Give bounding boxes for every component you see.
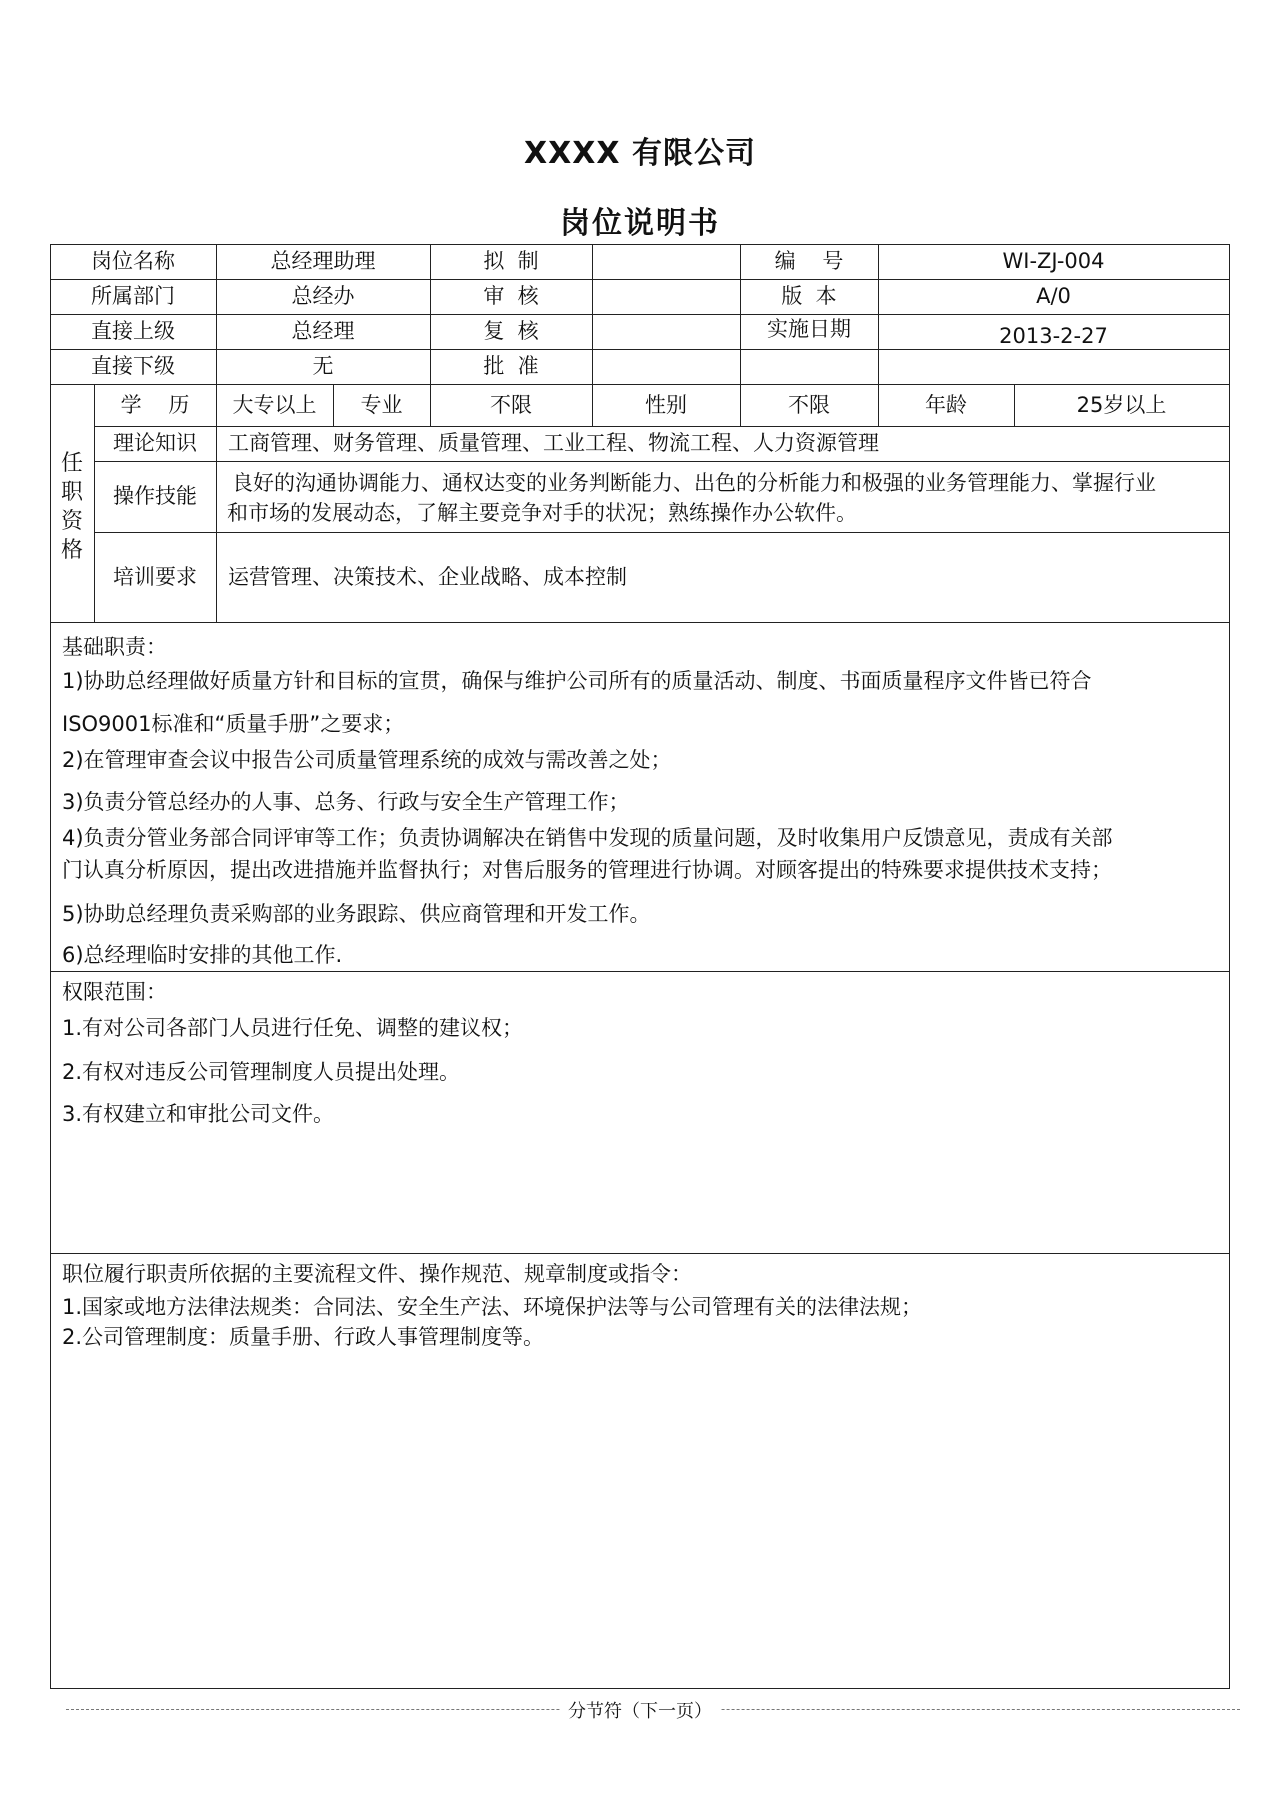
knowledge-value: 工商管理、财务管理、质量管理、工业工程、物流工程、人力资源管理 <box>228 431 879 456</box>
drafted-by-label: 拟 制 <box>483 249 539 274</box>
duty-item-5: 5)协助总经理负责采购部的业务跟踪、供应商管理和开发工作。 <box>62 902 651 926</box>
duty-item-1-line-1: 1)协助总经理做好质量方针和目标的宣贯，确保与维护公司所有的质量活动、制度、书面质量程序文件皆已符合 <box>62 669 1092 693</box>
duty-item-6: 6)总经理临时安排的其他工作. <box>62 943 343 967</box>
reference-item-1: 1.国家或地方法律法规类：合同法、安全生产法、环境保护法等与公司管理有关的法律法规； <box>62 1295 923 1319</box>
position-name-value: 总经理助理 <box>270 249 376 274</box>
knowledge-label: 理论知识 <box>113 431 197 456</box>
department-label: 所属部门 <box>91 284 175 309</box>
approved-by-label: 批 准 <box>483 354 539 379</box>
duty-item-1-line-2: ISO9001标准和“质量手册”之要求； <box>62 712 405 736</box>
skills-line-1: 良好的沟通协调能力、通权达变的业务判断能力、出色的分析能力和极强的业务管理能力、掌握行业 <box>232 471 1156 495</box>
duty-item-3: 3)负责分管总经办的人事、总务、行政与安全生产管理工作； <box>62 790 630 814</box>
training-value: 运营管理、决策技术、企业战略、成本控制 <box>228 564 627 589</box>
authority-heading: 权限范围： <box>62 980 167 1004</box>
company-name: XXXX 有限公司 <box>524 136 756 171</box>
supervisor-value: 总经理 <box>291 319 355 344</box>
reviewed-by-label: 审 核 <box>483 284 539 309</box>
qualifications-section-label: 任 职 资 格 <box>60 451 83 563</box>
training-label: 培训要求 <box>113 564 197 589</box>
reviewed-by-value <box>592 280 740 314</box>
doc-code-value: WI-ZJ-004 <box>1002 249 1105 274</box>
effective-date-value: 2013-2-27 <box>999 324 1108 349</box>
version-value: A/0 <box>1036 284 1071 309</box>
doc-code-label: 编 号 <box>774 249 844 274</box>
authority-item-2: 2.有权对违反公司管理制度人员提出处理。 <box>62 1060 461 1084</box>
duty-item-4-line-1: 4)负责分管业务部合同评审等工作；负责协调解决在销售中发现的质量问题，及时收集用户反馈意见，责成有关部 <box>62 826 1113 850</box>
duties-heading: 基础职责： <box>62 635 167 659</box>
education-label: 学 历 <box>120 392 190 417</box>
authority-item-1: 1.有对公司各部门人员进行任免、调整的建议权； <box>62 1016 524 1040</box>
gender-label: 性别 <box>645 392 687 417</box>
drafted-by-value <box>592 245 740 279</box>
department-value: 总经办 <box>291 284 355 309</box>
references-heading: 职位履行职责所依据的主要流程文件、操作规范、规章制度或指令： <box>62 1262 692 1286</box>
subordinate-value: 无 <box>312 354 334 379</box>
age-value: 25岁以上 <box>1076 392 1167 417</box>
reference-item-2: 2.公司管理制度：质量手册、行政人事管理制度等。 <box>62 1325 545 1349</box>
gender-value: 不限 <box>788 392 830 417</box>
duty-item-2: 2)在管理审查会议中报告公司质量管理系统的成效与需改善之处； <box>62 748 672 772</box>
approved-by-value <box>592 350 740 384</box>
subordinate-label: 直接下级 <box>91 354 175 379</box>
duty-item-4-line-2: 门认真分析原因，提出改进措施并监督执行；对售后服务的管理进行协调。对顾客提出的特殊要求提供技术支持； <box>62 858 1112 882</box>
major-value: 不限 <box>490 392 532 417</box>
rechecked-by-label: 复 核 <box>483 319 539 344</box>
age-label: 年龄 <box>925 392 967 417</box>
section-break-label: 分节符（下一页） <box>0 1697 1280 1723</box>
supervisor-label: 直接上级 <box>91 319 175 344</box>
position-name-label: 岗位名称 <box>91 249 175 274</box>
skills-label: 操作技能 <box>113 484 197 509</box>
effective-date-label: 实施日期 <box>767 317 851 342</box>
rechecked-by-value <box>592 315 740 349</box>
education-value: 大专以上 <box>232 392 317 417</box>
document-title: 岗位说明书 <box>560 206 720 241</box>
skills-line-2: 和市场的发展动态，了解主要竞争对手的状况；熟练操作办公软件。 <box>227 501 857 525</box>
authority-item-3: 3.有权建立和审批公司文件。 <box>62 1102 335 1126</box>
version-label: 版 本 <box>781 284 837 309</box>
major-label: 专业 <box>360 392 403 417</box>
